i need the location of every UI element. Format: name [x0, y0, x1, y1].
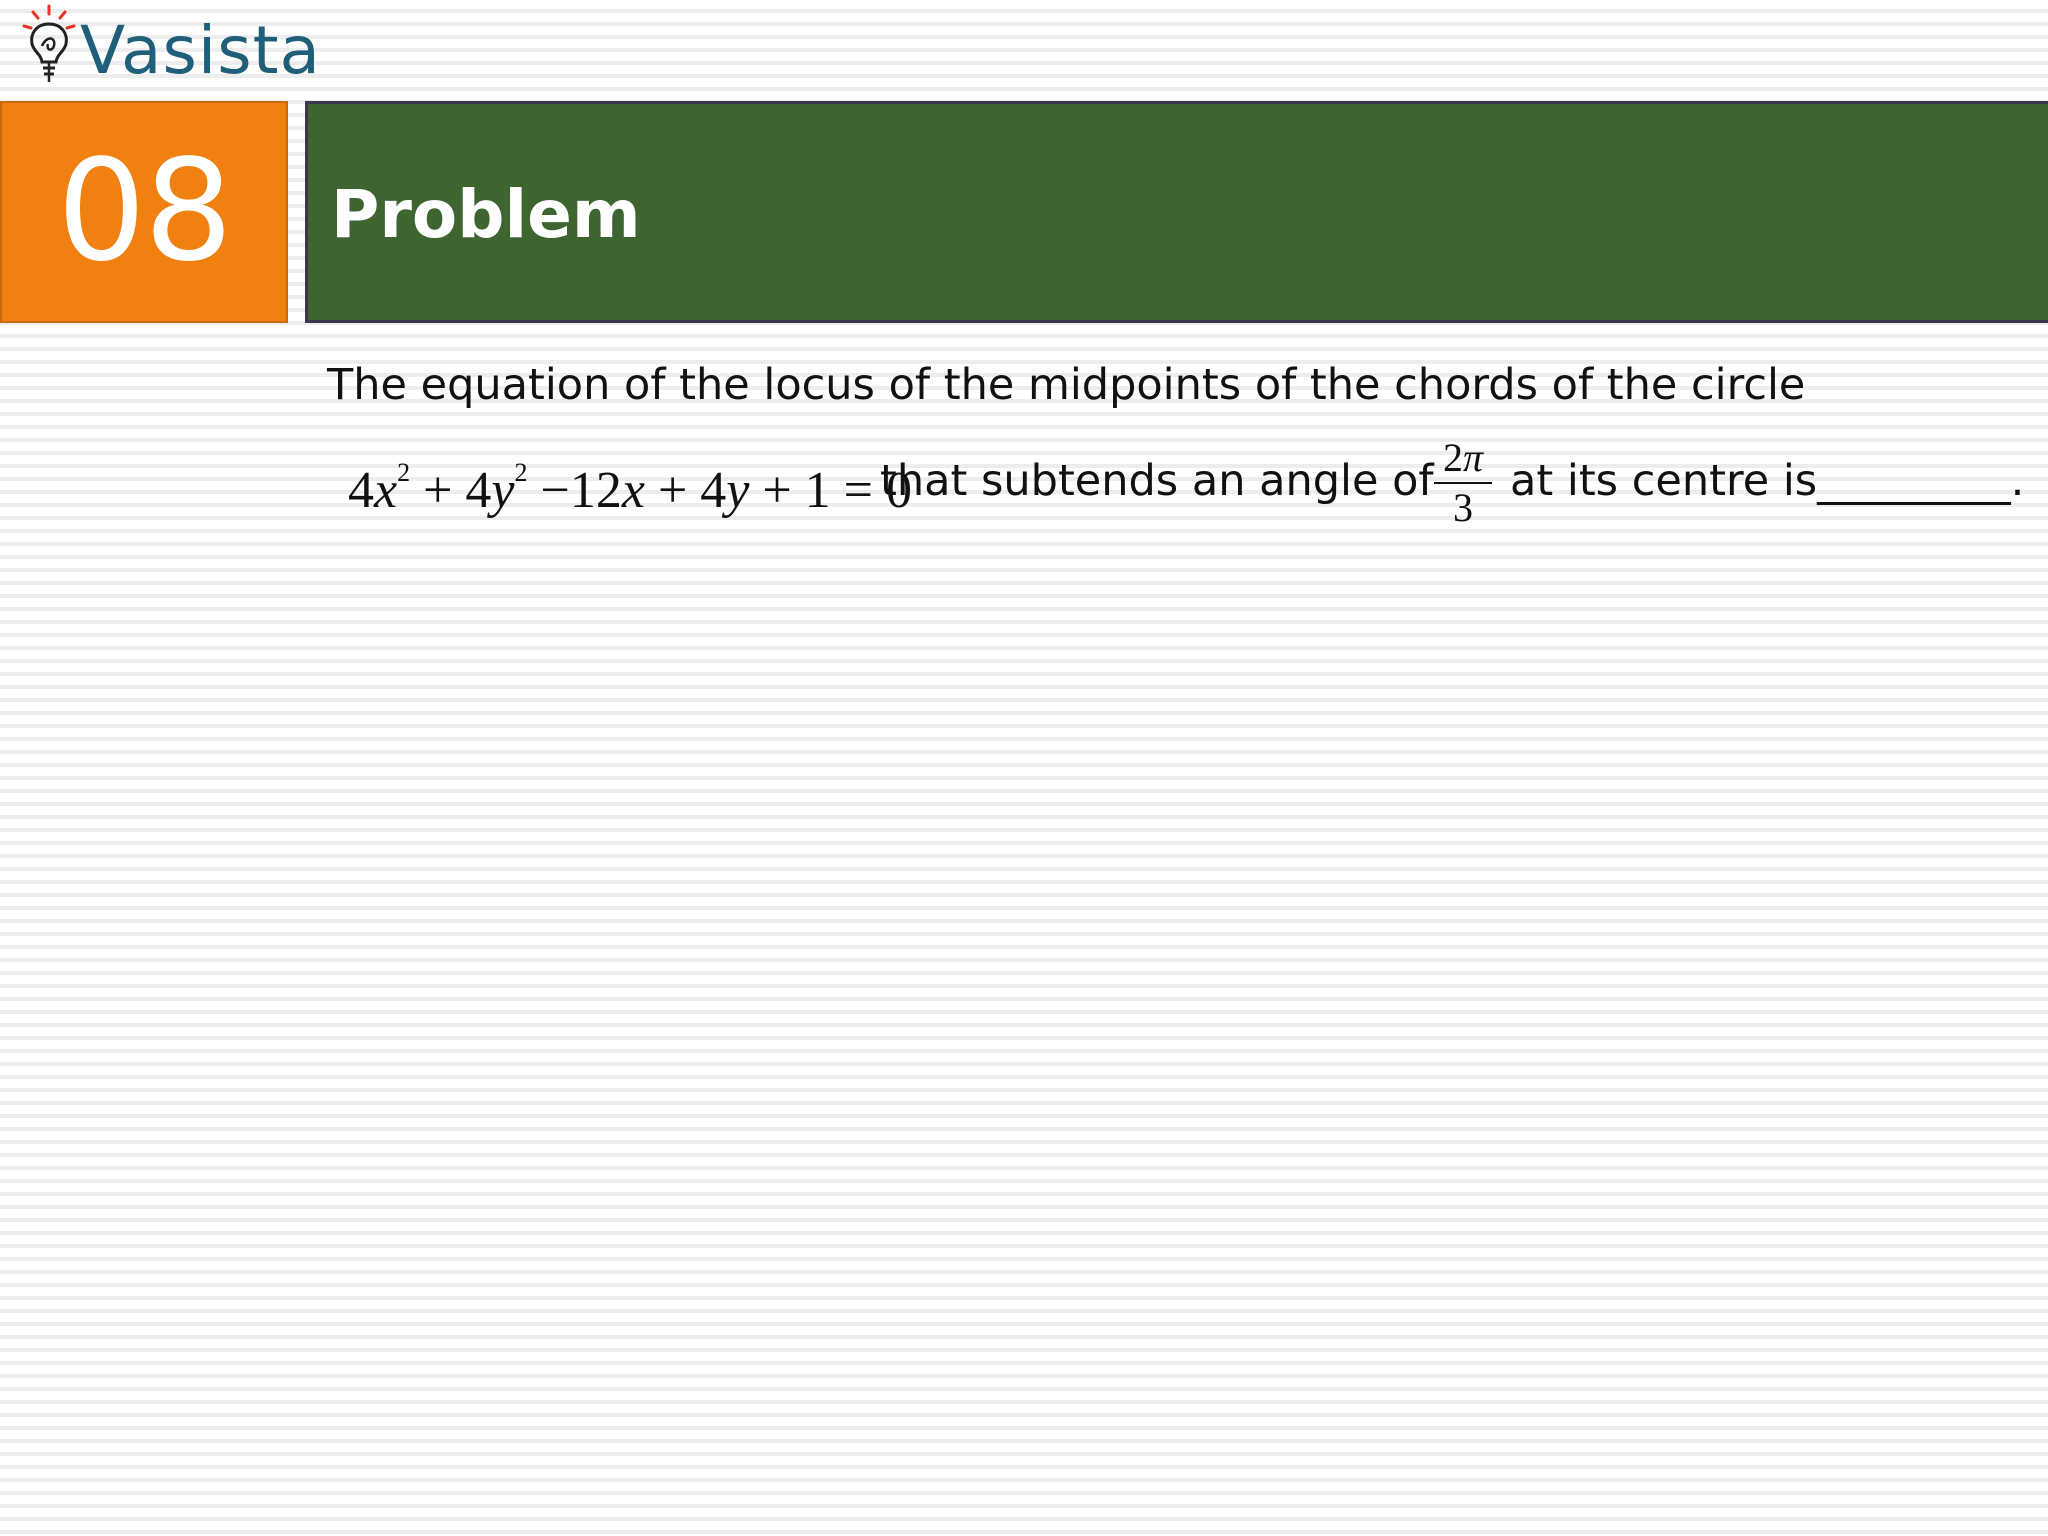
- logo-wordmark: Vasista: [80, 12, 321, 89]
- fraction-denominator: 3: [1453, 485, 1473, 530]
- problem-text-line1: The equation of the locus of the midpoints of the chords of the circle: [327, 360, 1806, 410]
- numerator-coef: 2: [1442, 435, 1463, 480]
- problem-mid-text: that subtends an angle of: [880, 456, 1434, 506]
- eq-term: + 1 = 0: [749, 462, 913, 519]
- title-bar: [305, 101, 2048, 323]
- slide-title: Problem: [331, 176, 641, 253]
- fraction-numerator: [1433, 435, 1493, 482]
- eq-term: + 4: [410, 462, 492, 519]
- lightbulb-icon: [18, 2, 80, 92]
- circle-equation: [348, 460, 912, 517]
- eq-exponent: 2: [514, 458, 528, 487]
- slide-number: 08: [56, 130, 232, 293]
- eq-term: −12: [527, 462, 622, 519]
- eq-exponent: 2: [397, 458, 411, 487]
- vasista-logo: [18, 2, 321, 98]
- eq-variable: x: [621, 462, 645, 519]
- pi-symbol: π: [1462, 435, 1484, 480]
- eq-variable: y: [726, 462, 750, 519]
- eq-term: + 4: [644, 462, 727, 519]
- problem-end-text: at its centre is_________.: [1510, 456, 2025, 506]
- eq-variable: x: [374, 462, 398, 519]
- problem-text-line2: [348, 435, 2038, 530]
- eq-variable: y: [491, 462, 515, 519]
- slide-number-box: [0, 101, 288, 323]
- eq-term: 4: [348, 462, 374, 519]
- angle-fraction: [1433, 435, 1493, 530]
